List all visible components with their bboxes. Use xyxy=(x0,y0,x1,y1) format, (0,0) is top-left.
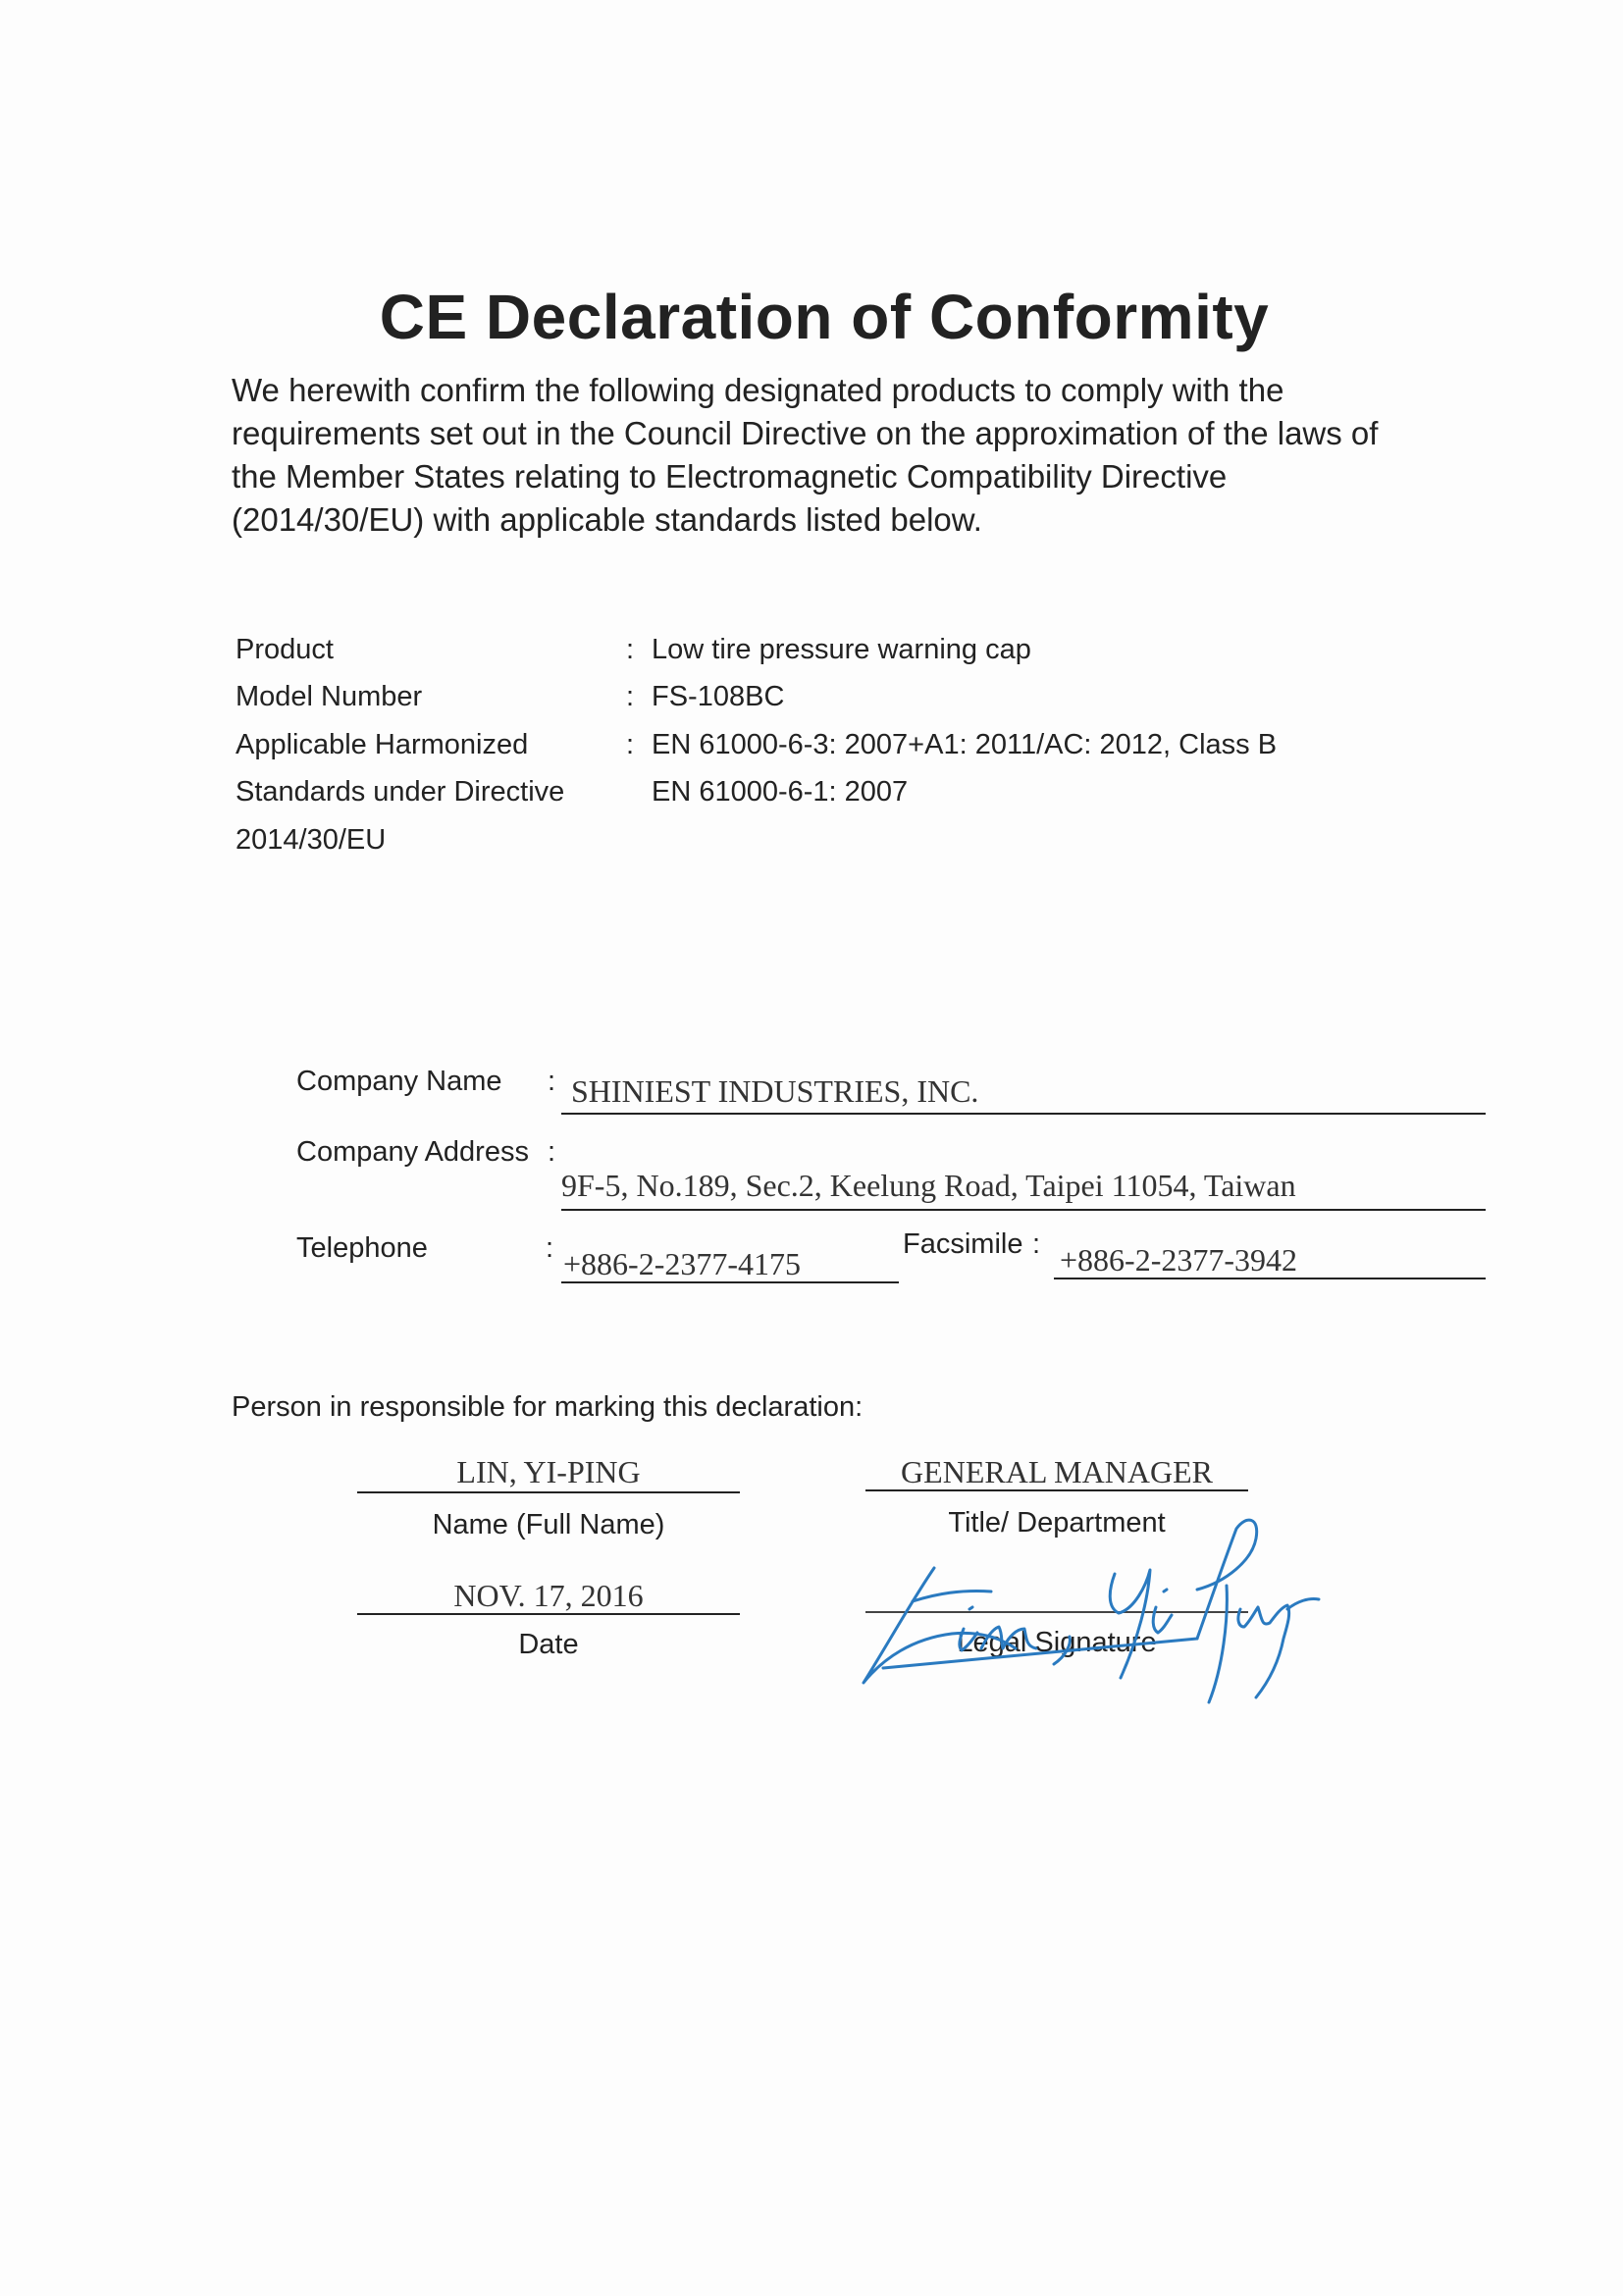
telephone-value: +886-2-2377-4175 xyxy=(563,1246,802,1281)
facsimile-label: Facsimile xyxy=(903,1228,1023,1260)
standards-label-line: 2014/30/EU xyxy=(236,824,387,856)
standards-label-line: Standards under Directive xyxy=(236,776,565,808)
title-value: GENERAL MANAGER xyxy=(901,1454,1213,1489)
telephone-underline xyxy=(561,1281,899,1283)
standard-value: EN 61000-6-3: 2007+A1: 2011/AC: 2012, Class B xyxy=(652,729,1278,760)
model-number-value: FS-108BC xyxy=(652,681,785,712)
standards-label-line: Applicable Harmonized xyxy=(236,729,529,760)
company-name-label: Company Name xyxy=(296,1066,502,1097)
intro-line: We herewith confirm the following designated products to comply with the xyxy=(232,372,1284,408)
company-address-underline xyxy=(561,1209,1486,1211)
intro-paragraph xyxy=(232,369,1507,542)
name-underline xyxy=(357,1491,740,1493)
facsimile-value: +886-2-2377-3942 xyxy=(1060,1242,1298,1278)
signature-caption: Legal Signature xyxy=(957,1627,1157,1658)
colon-separator: : xyxy=(548,1066,556,1097)
facsimile-underline xyxy=(1054,1278,1486,1279)
colon-separator: : xyxy=(626,634,635,665)
handwritten-signature xyxy=(844,1491,1335,1707)
product-label: Product xyxy=(236,634,334,665)
colon-separator: : xyxy=(626,681,635,712)
responsible-name-value: LIN, YI-PING xyxy=(456,1454,641,1489)
date-caption: Date xyxy=(518,1629,579,1660)
colon-separator: : xyxy=(546,1232,554,1264)
company-name-underline xyxy=(561,1113,1486,1115)
colon-separator: : xyxy=(548,1136,556,1168)
intro-line: requirements set out in the Council Directive on the approximation of the laws of xyxy=(232,415,1379,451)
company-address-value: 9F-5, No.189, Sec.2, Keelung Road, Taipei 11054, Taiwan xyxy=(561,1168,1296,1203)
colon-separator: : xyxy=(626,729,635,760)
company-address-label: Company Address xyxy=(296,1136,529,1168)
company-name-value: SHINIEST INDUSTRIES, INC. xyxy=(571,1073,979,1109)
name-caption: Name (Full Name) xyxy=(432,1509,665,1540)
date-underline xyxy=(357,1613,740,1615)
colon-separator: : xyxy=(1032,1228,1041,1260)
product-value: Low tire pressure warning cap xyxy=(652,634,1031,665)
page-title: CE Declaration of Conformity xyxy=(379,282,1270,352)
responsible-heading: Person in responsible for marking this declaration: xyxy=(232,1391,864,1423)
intro-line: (2014/30/EU) with applicable standards listed below. xyxy=(232,501,982,538)
model-number-label: Model Number xyxy=(236,681,423,712)
title-caption: Title/ Department xyxy=(948,1507,1166,1539)
intro-line: the Member States relating to Electromagnetic Compatibility Directive xyxy=(232,458,1228,495)
telephone-label: Telephone xyxy=(296,1232,428,1264)
date-value: NOV. 17, 2016 xyxy=(453,1578,644,1613)
standard-value: EN 61000-6-1: 2007 xyxy=(652,776,909,808)
